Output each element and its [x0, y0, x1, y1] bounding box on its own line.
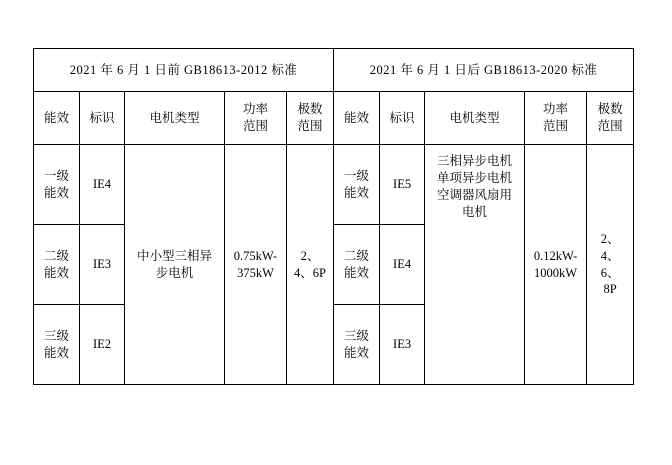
power-range-left-line2: 375kW: [237, 265, 274, 280]
power-range-right-line1: 0.12kW-: [533, 248, 578, 263]
col-header-pole-range-right-line2: 范围: [597, 119, 623, 133]
motor-type-right-line2: 单项异步电机: [437, 170, 513, 185]
energy-left-grade3-line2: 能效: [43, 345, 69, 360]
cell-power-range-right: [525, 145, 587, 385]
cell-mark-left-grade1: IE4: [80, 145, 125, 225]
table-row-column-headers: [34, 92, 634, 145]
cell-energy-right-grade2: [334, 225, 380, 305]
power-range-left-line1: 0.75kW-: [233, 248, 278, 263]
energy-right-grade3-line1: 三级: [344, 328, 370, 343]
col-header-mark-right: 标识: [380, 92, 425, 145]
cell-mark-right-grade1: IE5: [380, 145, 425, 225]
energy-left-grade1-line1: 一级: [43, 168, 69, 183]
motor-type-left-line2: 步电机: [155, 265, 194, 280]
energy-right-grade1-line2: 能效: [344, 185, 370, 200]
energy-left-grade1-line2: 能效: [43, 185, 69, 200]
col-header-pole-range-right-line1: 极数: [597, 102, 623, 117]
table-row: [34, 145, 634, 225]
col-header-power-range-right-line2: 范围: [543, 119, 569, 133]
cell-mark-right-grade2: IE4: [380, 225, 425, 305]
table-row-group-headers: [34, 49, 634, 92]
pole-range-right-line2: 8P: [603, 282, 617, 297]
col-header-energy-left: 能效: [34, 92, 80, 145]
col-header-power-range-left-line2: 范围: [242, 119, 268, 133]
cell-motor-type-right: [425, 145, 525, 385]
cell-energy-left-grade1: [34, 145, 80, 225]
motor-type-right-line4: 电机: [462, 204, 488, 219]
cell-power-range-left: [225, 145, 287, 385]
col-header-power-range-left-line1: 功率: [242, 102, 268, 117]
energy-left-grade2-line1: 二级: [43, 248, 69, 263]
cell-energy-left-grade2: [34, 225, 80, 305]
energy-left-grade2-line2: 能效: [43, 265, 69, 280]
motor-efficiency-standard-table: [33, 48, 634, 385]
group-header-left: 2021 年 6 月 1 日前 GB18613-2012 标准: [34, 49, 334, 92]
cell-energy-right-grade3: [334, 305, 380, 385]
col-header-power-range-left: [225, 92, 287, 145]
spec-table-container: [33, 48, 633, 385]
cell-motor-type-left: [125, 145, 225, 385]
col-header-pole-range-left-line1: 极数: [297, 102, 323, 117]
col-header-motor-type-right: 电机类型: [425, 92, 525, 145]
energy-left-grade3-line1: 三级: [43, 328, 69, 343]
col-header-power-range-right: [525, 92, 587, 145]
energy-right-grade3-line2: 能效: [344, 345, 370, 360]
col-header-motor-type-left: 电机类型: [125, 92, 225, 145]
energy-right-grade1-line1: 一级: [344, 168, 370, 183]
energy-right-grade2-line1: 二级: [344, 248, 370, 263]
cell-energy-right-grade1: [334, 145, 380, 225]
col-header-pole-range-left-line2: 范围: [297, 119, 323, 133]
motor-type-right-line1: 三相异步电机: [437, 154, 513, 168]
cell-energy-left-grade3: [34, 305, 80, 385]
col-header-pole-range-left: [287, 92, 334, 145]
col-header-energy-right: 能效: [334, 92, 380, 145]
col-header-mark-left: 标识: [80, 92, 125, 145]
cell-mark-right-grade3: IE3: [380, 305, 425, 385]
col-header-pole-range-right: [587, 92, 634, 145]
pole-range-right-line1: 2、4、6、: [600, 231, 620, 280]
energy-right-grade2-line2: 能效: [344, 265, 370, 280]
motor-type-right-line3: 空调器风扇用: [437, 187, 513, 202]
cell-pole-range-right: [587, 145, 634, 385]
cell-mark-left-grade2: IE3: [80, 225, 125, 305]
cell-pole-range-left: 2、4、6P: [287, 145, 334, 385]
cell-mark-left-grade3: IE2: [80, 305, 125, 385]
col-header-power-range-right-line1: 功率: [543, 102, 569, 117]
power-range-right-line2: 1000kW: [534, 265, 578, 280]
group-header-right: 2021 年 6 月 1 日后 GB18613-2020 标准: [334, 49, 634, 92]
motor-type-left-line1: 中小型三相异: [136, 248, 212, 263]
